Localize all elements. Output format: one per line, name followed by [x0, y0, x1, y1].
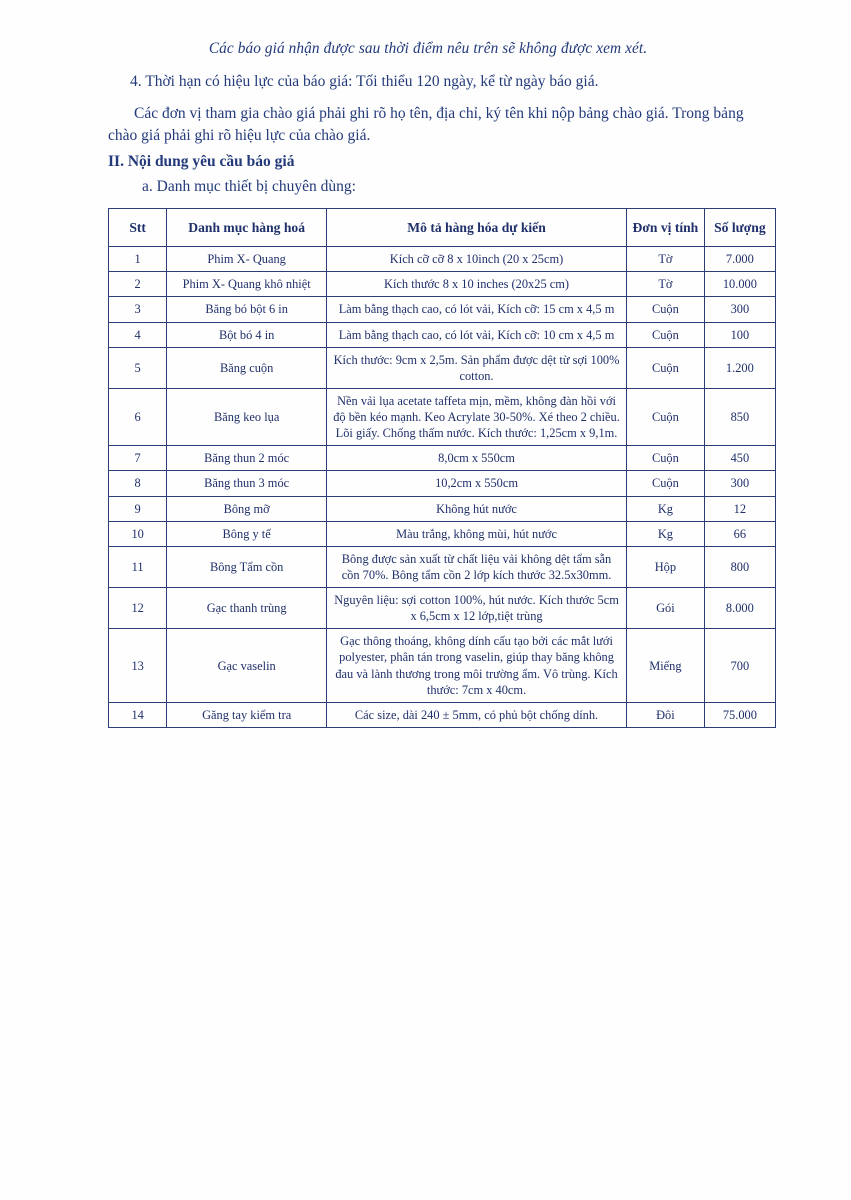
cell-desc: Nguyên liệu: sợi cotton 100%, hút nước. Kích thước 5cm x 6,5cm x 12 lớp,tiệt trùng [327, 588, 627, 629]
cell-name: Gạc vaselin [167, 629, 327, 703]
cell-unit: Kg [627, 496, 705, 521]
paragraph-units-requirement: Các đơn vị tham gia chào giá phải ghi rõ họ tên, địa chỉ, ký tên khi nộp bảng chào giá. Trong bảng chào giá phải ghi rõ hiệu lực của chào giá. [108, 104, 744, 145]
table-row [109, 546, 776, 587]
cell-stt: 3 [109, 297, 167, 322]
header-name: Danh mục hàng hoá [167, 208, 327, 247]
cell-stt: 12 [109, 588, 167, 629]
cell-name: Phim X- Quang [167, 247, 327, 272]
cell-stt: 13 [109, 629, 167, 703]
cell-desc: 10,2cm x 550cm [327, 471, 627, 496]
cell-qty: 800 [704, 546, 775, 587]
table-row [109, 388, 776, 445]
cell-stt: 6 [109, 388, 167, 445]
cell-desc: Kích thước 8 x 10 inches (20x25 cm) [327, 272, 627, 297]
cell-name: Phim X- Quang khô nhiệt [167, 272, 327, 297]
cell-unit: Cuộn [627, 446, 705, 471]
cell-name: Băng thun 2 móc [167, 446, 327, 471]
table-header-row [109, 208, 776, 247]
cell-qty: 7.000 [704, 247, 775, 272]
cell-qty: 300 [704, 297, 775, 322]
cell-name: Băng keo lụa [167, 388, 327, 445]
header-stt: Stt [109, 208, 167, 247]
cell-desc: Bông được sản xuất từ chất liệu vải không dệt tẩm sẵn cồn 70%. Bông tẩm cồn 2 lớp kích thước 32.5x30mm. [327, 546, 627, 587]
cell-stt: 11 [109, 546, 167, 587]
section-a-heading: a. Danh mục thiết bị chuyên dùng: [142, 178, 356, 196]
cell-stt: 9 [109, 496, 167, 521]
table-row [109, 247, 776, 272]
table-row [109, 297, 776, 322]
cell-unit: Hộp [627, 546, 705, 587]
cell-unit: Cuộn [627, 471, 705, 496]
cell-unit: Miếng [627, 629, 705, 703]
table-row [109, 272, 776, 297]
cell-desc: Gạc thông thoáng, không dính cấu tạo bởi các mắt lưới polyester, phân tán trong vaselin, giúp thay băng không đau và lành thương trong môi trường ẩm. Vô trùng. Kích thước: 7cm x 40cm. [327, 629, 627, 703]
cell-stt: 10 [109, 521, 167, 546]
table-row [109, 322, 776, 347]
cell-desc: Các size, dài 240 ± 5mm, có phủ bột chống dính. [327, 702, 627, 727]
table-row [109, 446, 776, 471]
table-row [109, 702, 776, 727]
cell-desc: Làm bằng thạch cao, có lót vải, Kích cỡ: 10 cm x 4,5 m [327, 322, 627, 347]
cell-stt: 8 [109, 471, 167, 496]
section-ii-heading: II. Nội dung yêu cầu báo giá [108, 152, 295, 170]
table-row [109, 588, 776, 629]
cell-stt: 4 [109, 322, 167, 347]
cell-qty: 66 [704, 521, 775, 546]
cell-name: Găng tay kiểm tra [167, 702, 327, 727]
cell-qty: 1.200 [704, 347, 775, 388]
item-4-validity: 4. Thời hạn có hiệu lực của báo giá: Tối thiểu 120 ngày, kể từ ngày báo giá. [130, 73, 599, 91]
table-row [109, 347, 776, 388]
cell-unit: Gói [627, 588, 705, 629]
cell-stt: 7 [109, 446, 167, 471]
cell-unit: Cuộn [627, 322, 705, 347]
cell-unit: Đôi [627, 702, 705, 727]
table-row [109, 521, 776, 546]
cell-desc: Nền vải lụa acetate taffeta mịn, mềm, không đàn hồi với độ bền kéo mạnh. Keo Acrylate 30-50%. Xé theo 2 chiều. Lõi giấy. Chống thấm nước. Kích thước: 1,25cm x 9,1m. [327, 388, 627, 445]
table-row [109, 496, 776, 521]
cell-unit: Tờ [627, 272, 705, 297]
equipment-table-wrapper [108, 208, 766, 728]
cell-name: Băng cuộn [167, 347, 327, 388]
cell-desc: Làm bằng thạch cao, có lót vải, Kích cỡ: 15 cm x 4,5 m [327, 297, 627, 322]
cell-desc: 8,0cm x 550cm [327, 446, 627, 471]
cell-stt: 2 [109, 272, 167, 297]
cell-qty: 10.000 [704, 272, 775, 297]
cell-qty: 300 [704, 471, 775, 496]
cell-name: Gạc thanh trùng [167, 588, 327, 629]
cell-unit: Cuộn [627, 347, 705, 388]
equipment-table [108, 208, 776, 728]
cell-qty: 450 [704, 446, 775, 471]
cell-stt: 1 [109, 247, 167, 272]
cell-name: Băng bó bột 6 in [167, 297, 327, 322]
cell-stt: 14 [109, 702, 167, 727]
cell-name: Bông y tế [167, 521, 327, 546]
cell-desc: Màu trắng, không mùi, hút nước [327, 521, 627, 546]
cell-unit: Cuộn [627, 297, 705, 322]
cell-qty: 100 [704, 322, 775, 347]
cell-name: Bột bó 4 in [167, 322, 327, 347]
table-row [109, 471, 776, 496]
cell-qty: 12 [704, 496, 775, 521]
cell-unit: Tờ [627, 247, 705, 272]
cell-desc: Kích cỡ cỡ 8 x 10inch (20 x 25cm) [327, 247, 627, 272]
cell-desc: Kích thước: 9cm x 2,5m. Sản phẩm được dệt từ sợi 100% cotton. [327, 347, 627, 388]
deadline-note: Các báo giá nhận được sau thời điểm nêu trên sẽ không được xem xét. [208, 40, 648, 57]
cell-unit: Kg [627, 521, 705, 546]
table-row [109, 629, 776, 703]
document-content [108, 38, 766, 728]
cell-qty: 8.000 [704, 588, 775, 629]
cell-qty: 850 [704, 388, 775, 445]
cell-stt: 5 [109, 347, 167, 388]
header-qty: Số lượng [704, 208, 775, 247]
cell-name: Bông Tẩm cồn [167, 546, 327, 587]
header-desc: Mô tả hàng hóa dự kiến [327, 208, 627, 247]
cell-desc: Không hút nước [327, 496, 627, 521]
header-unit: Đơn vị tính [627, 208, 705, 247]
cell-name: Bông mỡ [167, 496, 327, 521]
cell-qty: 700 [704, 629, 775, 703]
cell-qty: 75.000 [704, 702, 775, 727]
cell-name: Băng thun 3 móc [167, 471, 327, 496]
cell-unit: Cuộn [627, 388, 705, 445]
